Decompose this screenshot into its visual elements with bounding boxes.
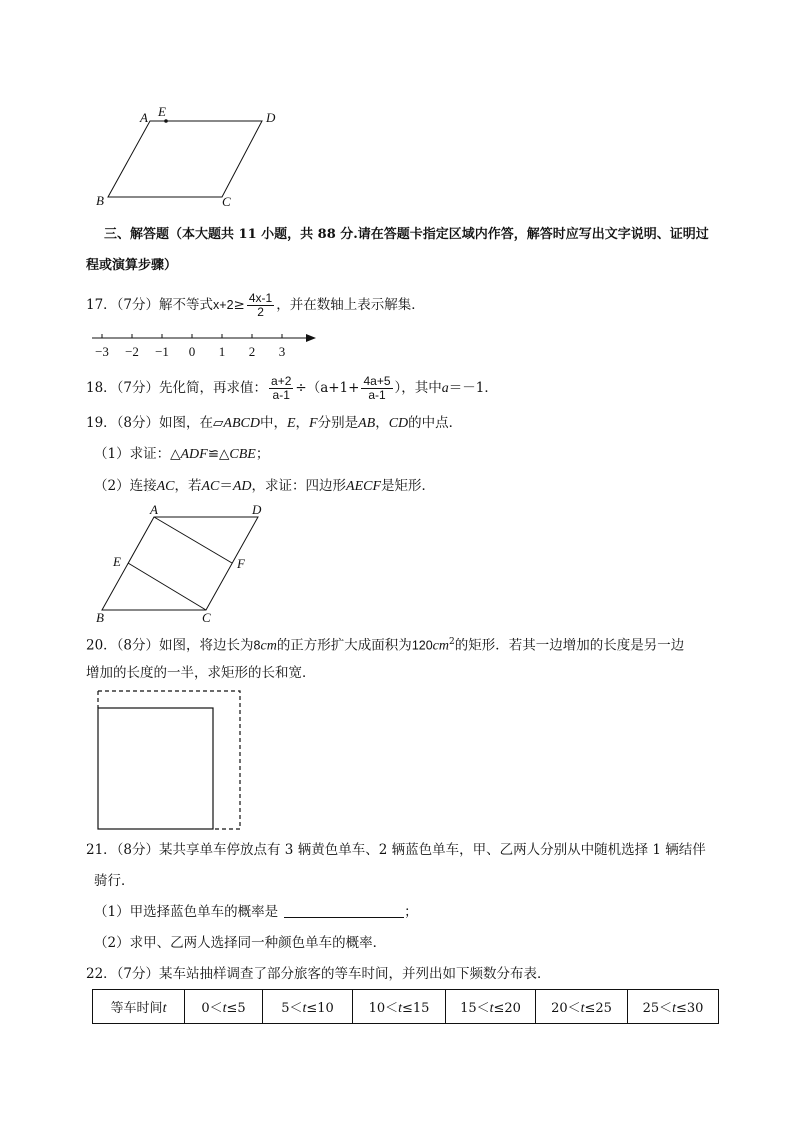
q20-line2: 增加的长度的一半，求矩形的长和宽．	[86, 665, 316, 681]
frequency-table	[92, 989, 719, 1024]
label-b-q19: B	[96, 610, 104, 625]
q21-part2: （2）求甲、乙两人选择同一种颜色单车的概率．	[94, 935, 387, 951]
parallelogram-abcd-q19	[102, 517, 258, 610]
q18-fraction-2	[361, 375, 392, 402]
label-c-q19: C	[202, 610, 211, 625]
q17-lhs: x+2	[213, 298, 234, 312]
cell-t: t	[672, 1000, 676, 1016]
q18-eq: ＝－1．	[448, 380, 498, 396]
q19-p2-pre: （2）连接	[94, 478, 157, 494]
q19-f: F	[309, 416, 318, 431]
point-e	[164, 119, 168, 123]
table-cell	[185, 990, 263, 1024]
q17-fraction	[247, 292, 274, 319]
parallelogram-abcd	[108, 121, 262, 197]
q19-comma: ，	[295, 415, 310, 431]
segment-af	[154, 517, 232, 563]
q18-var: a	[441, 381, 449, 396]
q19-line1	[86, 414, 462, 433]
number-line-label: 1	[218, 344, 226, 359]
q20-u2: cm	[432, 638, 449, 654]
q19-mid2: 分别是	[317, 415, 359, 431]
q21-p1-end: ；	[404, 904, 418, 920]
q19-part2	[94, 477, 435, 496]
number-line-label: −1	[155, 344, 169, 359]
label-e: E	[158, 104, 166, 119]
q17-suffix: ，并在数轴上表示解集．	[276, 297, 425, 313]
number-line-label: 0	[188, 344, 196, 359]
q20-v2: 120	[411, 638, 433, 653]
q20-v1: 8	[253, 638, 261, 653]
label-c: C	[222, 194, 231, 209]
q19-cbe: CBE	[229, 447, 256, 462]
original-square	[98, 708, 213, 829]
q18-f2-num: 4a+5	[363, 374, 391, 388]
number-line-label: 3	[278, 344, 286, 359]
number-line-label: 2	[248, 344, 256, 359]
q19-adf: ADF	[180, 447, 208, 462]
square-figure-q20	[95, 688, 245, 833]
q18-text	[86, 375, 498, 402]
cell-b: ≤20	[493, 1000, 521, 1016]
cell-t: t	[489, 1000, 494, 1016]
q19-p1-mid: ≌△	[207, 446, 230, 462]
q17-sign: ≥	[233, 297, 245, 313]
label-a: A	[140, 110, 148, 125]
table-cell	[628, 990, 719, 1024]
label-e-q19: E	[113, 554, 121, 569]
q19-ad: AD	[232, 479, 252, 494]
q19-cd: CD	[388, 416, 409, 431]
cell-t: t	[302, 1000, 307, 1016]
table-cell	[536, 990, 628, 1024]
q19-p2-post: 是矩形．	[381, 478, 436, 494]
q19-p1-pre: （1）求证：△	[94, 446, 181, 462]
q21-p1: （1）甲选择蓝色单车的概率是	[94, 904, 279, 920]
header-label: 等车时间	[110, 1000, 163, 1016]
q18-prefix: 18．（7分）先化简，再求值：	[86, 380, 268, 396]
q19-ac2: AC	[201, 479, 220, 494]
table-header-cell	[93, 990, 185, 1024]
q19-pre: 19．（8分）如图，在▱	[86, 415, 224, 431]
cell-t: t	[222, 1000, 227, 1016]
section-title-cont: 程或演算步骤）	[86, 258, 178, 273]
q21-part1	[94, 903, 418, 921]
cell-b: ≤25	[584, 1000, 612, 1016]
cell-t: t	[398, 1000, 402, 1016]
q18-div: ÷（a+1+	[295, 380, 360, 396]
q18-f1-den: a-1	[272, 388, 290, 402]
q20-post: 的矩形．若其一边增加的长度是另一边	[454, 637, 685, 654]
q17-prefix: 17．（7分）解不等式	[86, 297, 214, 313]
q19-p2-mid: ，若	[174, 478, 202, 494]
cell-b: ≤5	[226, 1000, 246, 1016]
q20-u1: cm	[260, 638, 277, 654]
table-cell	[353, 990, 446, 1024]
table-cell	[263, 990, 353, 1024]
q21-line2: 骑行．	[94, 873, 135, 889]
label-f-q19: F	[237, 556, 245, 571]
number-line-label: −3	[95, 344, 109, 359]
q20-line1	[86, 633, 684, 656]
q18-f1-num: a+2	[271, 374, 292, 388]
q18-f2-den: a-1	[368, 388, 386, 402]
q19-p2-eq: ＝	[219, 478, 233, 494]
q22-line1: 22．（7分）某车站抽样调查了部分旅客的等车时间，并列出如下频数分布表．	[86, 966, 551, 982]
q19-mid: 中，	[259, 415, 287, 431]
dashed-rectangle	[98, 691, 240, 829]
parallelogram-figure-q19	[90, 500, 280, 628]
section-title: 三、解答题（本大题共 11 小题，共 88 分.请在答题卡指定区域内作答，解答时应写出文字说明、证明过	[104, 227, 709, 242]
q17-num: 4x-1	[248, 291, 273, 305]
q19-ab: AB	[358, 416, 376, 431]
label-d-q19: D	[252, 502, 262, 517]
q19-p2-mid2: ，求证：四边形	[251, 478, 347, 494]
cell-a: 5＜	[281, 1000, 303, 1016]
cell-a: 0＜	[201, 1000, 223, 1016]
cell-a: 25＜	[642, 1000, 673, 1016]
q19-post: 的中点．	[408, 415, 463, 431]
cell-b: ≤30	[676, 1000, 704, 1016]
label-d: D	[266, 110, 276, 125]
q19-e: E	[286, 416, 296, 431]
q19-abcd: ABCD	[223, 416, 260, 431]
table-cell	[446, 990, 536, 1024]
q19-aecf: AECF	[346, 479, 382, 494]
q18-fraction-1	[269, 375, 293, 402]
table-row	[93, 990, 719, 1024]
label-a-q19: A	[150, 502, 158, 517]
q17-den: 2	[257, 305, 264, 319]
cell-b: ≤10	[306, 1000, 334, 1016]
q19-p1-post: ；	[255, 446, 270, 462]
cell-a: 10＜	[368, 1000, 399, 1016]
parallelogram-figure-q16	[90, 100, 290, 210]
cell-a: 15＜	[460, 1000, 490, 1016]
q19-comma2: ，	[375, 415, 389, 431]
cell-t: t	[580, 1000, 585, 1016]
answer-blank[interactable]	[284, 903, 404, 918]
cell-a: 20＜	[551, 1000, 581, 1016]
q21-line1: 21．（8分）某共享单车停放点有 3 辆黄色单车、2 辆蓝色单车，甲、乙两人分别从中随机选择 1 辆结伴	[86, 842, 706, 858]
q19-part1	[94, 445, 269, 464]
q18-close: ），其中	[394, 380, 442, 396]
cell-b: ≤15	[402, 1000, 430, 1016]
label-b: B	[96, 193, 104, 208]
q20-pre: 20．（8分）如图，将边长为	[86, 637, 254, 654]
segment-ec	[128, 563, 206, 610]
q20-mid: 的正方形扩大成面积为	[276, 637, 412, 654]
q20-sup: 2	[449, 637, 455, 647]
q19-ac: AC	[156, 479, 175, 494]
number-line	[88, 328, 328, 362]
q17-text	[86, 292, 425, 319]
number-line-label: −2	[125, 344, 139, 359]
header-var: t	[162, 1000, 167, 1016]
